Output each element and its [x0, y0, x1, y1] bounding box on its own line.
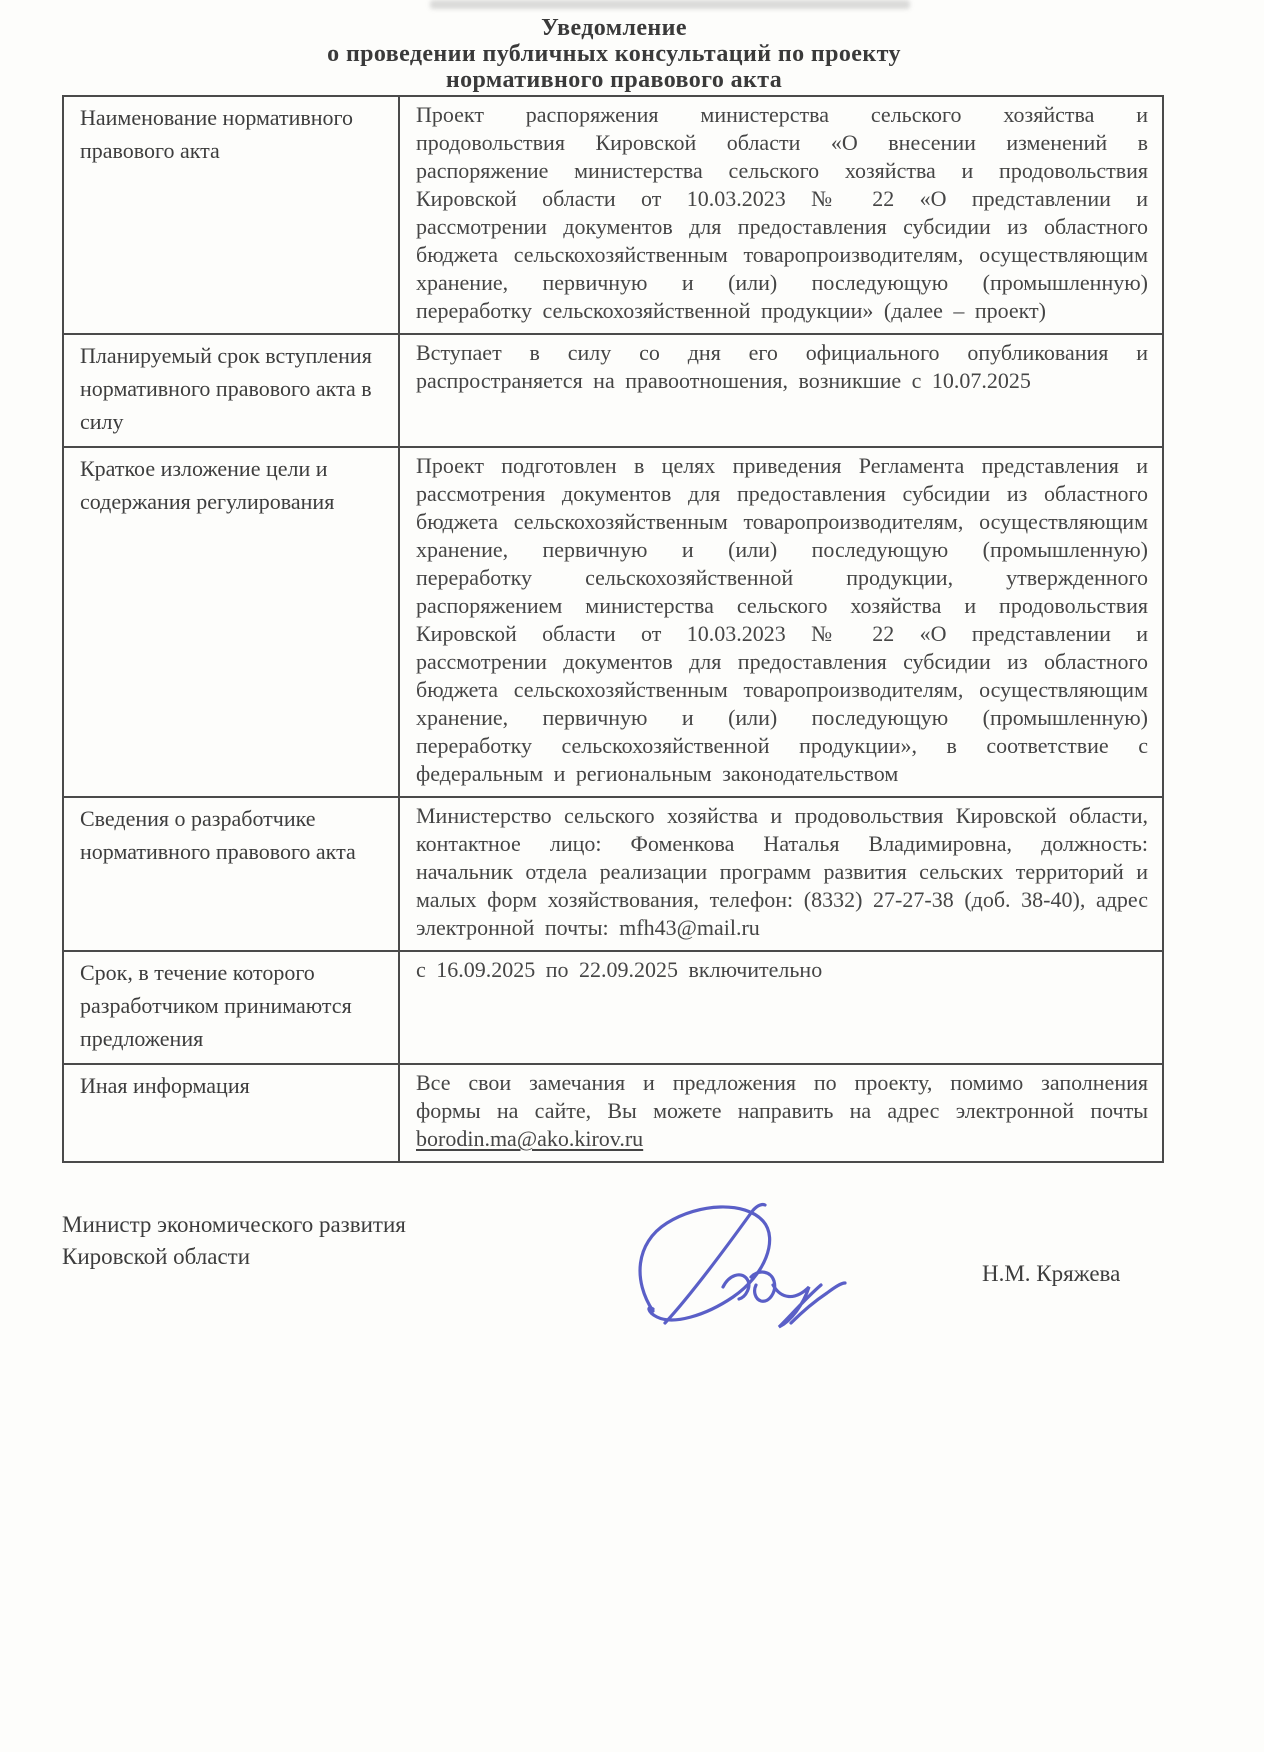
table-row-developer-info — [63, 797, 1163, 951]
row-value-developer-info: Министерство сельского хозяйства и продовольствия Кировской области, контактное лицо: Фоменкова Наталья Владимировна, должность: начальник отдела реализации программ развития сельских территорий и малых форм хозяйствования, телефон: (8332) 27-27-38 (доб. 38-40), адрес электронной почты: mfh43@mail.ru — [399, 797, 1163, 951]
row-label-act-name: Наименование нормативного правового акта — [63, 96, 399, 334]
handwritten-signature-icon — [595, 1191, 895, 1391]
document-title-line-3: нормативного правового акта — [445, 67, 783, 93]
document-title — [62, 0, 1166, 93]
table-row-other-info — [63, 1064, 1163, 1162]
scan-artifact — [430, 0, 910, 9]
signer-position-line-1: Министр экономического развития — [62, 1212, 406, 1237]
row-value-entry-into-force: Вступает в силу со дня его официального опубликования и распространяется на правоотношения, возникшие с 10.07.2025 — [399, 334, 1163, 447]
row-label-entry-into-force: Планируемый срок вступления нормативного правового акта в силу — [63, 334, 399, 447]
signer-name: Н.М. Кряжева — [982, 1261, 1121, 1286]
signer-position — [62, 1209, 406, 1273]
row-value-proposal-period: с 16.09.2025 по 22.09.2025 включительно — [399, 951, 1163, 1064]
row-value-other-info — [399, 1064, 1163, 1162]
row-label-proposal-period: Срок, в течение которого разработчиком принимаются предложения — [63, 951, 399, 1064]
table-row-act-name — [63, 96, 1163, 334]
row-label-purpose-summary: Краткое изложение цели и содержания регулирования — [63, 447, 399, 797]
email-link[interactable]: borodin.ma@ako.kirov.ru — [416, 1126, 644, 1151]
document-title-line-1: Уведомление — [541, 15, 687, 41]
table-row-entry-into-force — [63, 334, 1163, 447]
signer-position-line-2: Кировской области — [62, 1244, 251, 1269]
signature-block — [0, 1209, 1264, 1469]
row-value-purpose-summary: Проект подготовлен в целях приведения Регламента представления и рассмотрения документов для предоставления субсидии из областного бюджета сельскохозяйственным товаропроизводителям, осуществляющим хранение, первичную и (или) последующую (промышленную) переработку сельскохозяйственной продукции, утвержденного распоряжением министерства сельского хозяйства и продовольствия Кировской области от 10.03.2023 № 22 «О представлении и рассмотрении документов для предоставления субсидии из областного бюджета сельскохозяйственным товаропроизводителям, осуществляющим хранение, первичную и (или) последующую (промышленную) переработку сельскохозяйственной продукции», в соответствие с федеральным и региональным законодательством — [399, 447, 1163, 797]
table-row-purpose-summary — [63, 447, 1163, 797]
table-row-proposal-period — [63, 951, 1163, 1064]
row-value-act-name: Проект распоряжения министерства сельского хозяйства и продовольствия Кировской области «О внесении изменений в распоряжение министерства сельского хозяйства и продовольствия Кировской области от 10.03.2023 № 22 «О представлении и рассмотрении документов для предоставления субсидии из областного бюджета сельскохозяйственным товаропроизводителям, осуществляющим хранение, первичную и (или) последующую (промышленную) переработку сельскохозяйственной продукции» (далее – проект) — [399, 96, 1163, 334]
document-title-line-2: о проведении публичных консультаций по проекту — [327, 41, 901, 67]
other-info-text: Все свои замечания и предложения по проекту, помимо заполнения формы на сайте, Вы можете направить на адрес электронной почты — [416, 1070, 1148, 1123]
row-label-developer-info: Сведения о разработчике нормативного правового акта — [63, 797, 399, 951]
row-label-other-info: Иная информация — [63, 1064, 399, 1162]
notice-table — [62, 95, 1164, 1163]
